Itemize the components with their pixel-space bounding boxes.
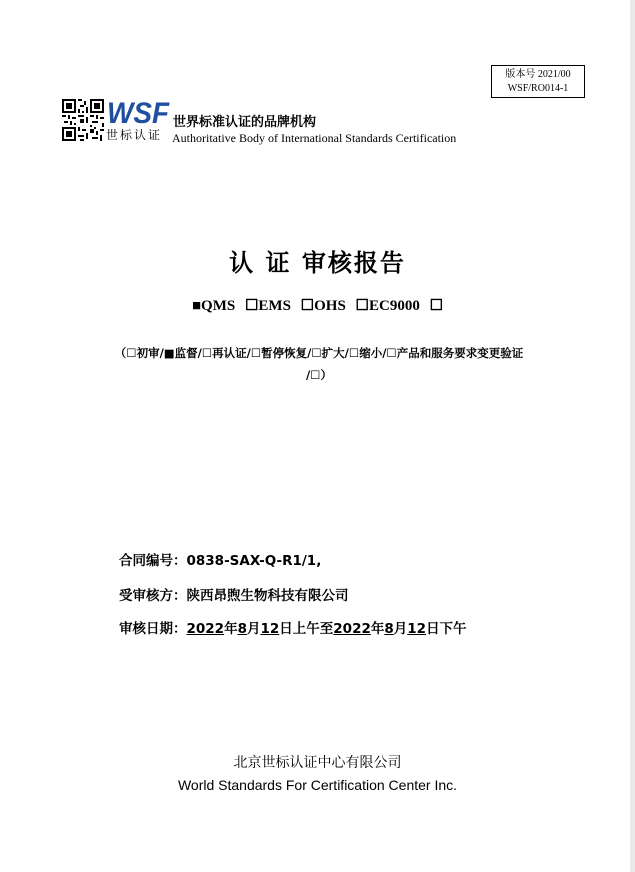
contract-label: 合同编号： <box>119 553 187 569</box>
auditee <box>119 584 349 604</box>
contract-value: 0838-SAX-Q-R1/1, <box>186 553 322 569</box>
auditee-label: 受审核方： <box>119 588 187 604</box>
auditee-value: 陕西昂煦生物科技有限公司 <box>186 588 349 604</box>
contract-number <box>119 549 321 569</box>
document-code: WSF/RO014-1 <box>507 83 569 94</box>
page-edge <box>630 0 635 872</box>
checkbox-qms: ■QMS <box>191 298 236 314</box>
wsf-logo-text: WSF <box>107 97 170 130</box>
standards-checkboxes <box>0 296 635 315</box>
audit-type-line-2: /☐） <box>305 368 332 382</box>
start-month: 8 <box>237 621 247 637</box>
end-suffix: 日下午 <box>426 621 467 637</box>
end-year: 2022 <box>333 621 371 637</box>
checkbox-ohs: ☐OHS <box>300 298 346 314</box>
checkbox-other: ☐ <box>429 298 444 314</box>
month-char-1: 月 <box>246 621 261 637</box>
audit-date-label: 审核日期： <box>119 621 187 637</box>
page-title: 认 证 审核报告 <box>229 249 406 277</box>
start-year: 2022 <box>186 621 225 637</box>
version-box <box>491 65 585 98</box>
checkbox-ems: ☐EMS <box>244 298 291 314</box>
year-char-2: 年 <box>370 621 385 637</box>
year-char-1: 年 <box>224 621 238 637</box>
audit-type-options <box>80 342 558 386</box>
issuer-chinese: 北京世标认证中心有限公司 <box>233 755 402 771</box>
wsf-logo-subtitle: 世标认证 <box>106 128 163 142</box>
slogan-chinese: 世界标准认证的品牌机构 <box>173 115 317 130</box>
version-number: 版本号 2021/00 <box>505 69 571 80</box>
slogan-english: Authoritative Body of International Standards Certification <box>172 131 457 145</box>
start-suffix: 日上午至 <box>279 621 334 637</box>
audit-type-line-1: （☐初审/■监督/☐再认证/☐暂停恢复/☐扩大/☐缩小/☐产品和服务要求变更验证 <box>114 346 524 360</box>
end-month: 8 <box>384 621 394 637</box>
qr-code-icon <box>62 99 104 141</box>
audit-date <box>119 617 467 637</box>
end-day: 12 <box>407 621 427 637</box>
checkbox-ec9000: ☐EC9000 <box>355 298 420 314</box>
month-char-2: 月 <box>393 621 408 637</box>
issuer-english: World Standards For Certification Center Inc. <box>177 777 458 793</box>
start-day: 12 <box>260 621 280 637</box>
